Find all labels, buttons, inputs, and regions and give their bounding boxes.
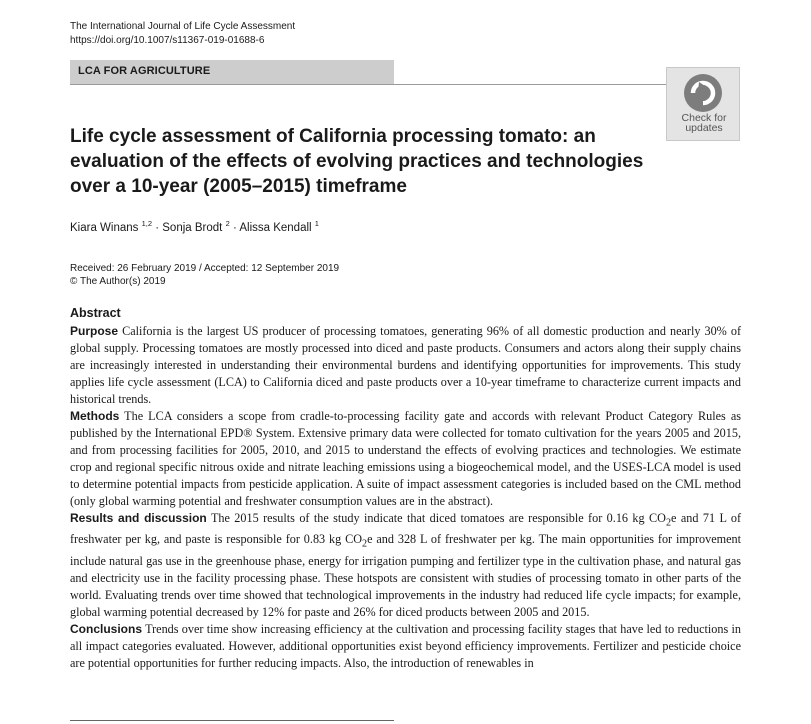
abstract-results [70,510,741,621]
abstract-body [70,323,741,672]
author-name[interactable]: Alissa Kendall [239,221,312,234]
check-for-updates-badge[interactable] [666,67,740,141]
article-dates [70,262,339,288]
header-rule [70,84,740,85]
conclusions-text: Trends over time show increasing efficiency at the cultivation and processing facility stages that have led to reductions in all impact categories evaluated. However, additional opportunities exist beyond efficiency improvements. Fertilizer and pesticide choice are potential opportunities for further reducing impacts. Also, the introduction of renewables in [70,621,741,670]
author-affiliation: 2 [225,219,230,228]
purpose-label: Purpose [70,324,119,338]
methods-label: Methods [70,409,120,423]
author-list [70,219,319,234]
author-name[interactable]: Sonja Brodt [162,221,223,234]
abstract-heading: Abstract [70,306,121,320]
author-affiliation: 1 [314,219,319,228]
received-accepted: Received: 26 February 2019 / Accepted: 12 September 2019 [70,263,340,274]
author-name[interactable]: Kiara Winans [70,221,139,234]
journal-header [70,20,295,48]
check-for-updates-icon [684,74,722,112]
co2-subscript: 2 [362,538,368,550]
section-banner [70,60,394,84]
article-title: Life cycle assessment of California processing tomato: an evaluation of the effects of evolving practices and technologies over a 10-year (2005–2015) timeframe [70,126,644,197]
journal-name: The International Journal of Life Cycle Assessment [70,21,296,32]
co2-subscript: 2 [665,517,672,529]
results-text-3: e and 328 L of freshwater per kg. The main opportunities for improvement include natural gas use in the greenhouse phase, energy for irrigation pumping and fertilizer type in the cultivation phase, and natural gas and electricity use in the facility processing phase. These hotspots are consistent with studies of processing tomato in other parts of the world. Evaluating trends over time showed that technological improvements in the industry had reduced life cycle impacts; for example, global warming potential decreased by 12% for paste and 26% for diced products between 2005 and 2015. [70,532,741,619]
results-text-2: e and 71 L of freshwater per kg, and paste is responsible for 0.83 kg CO [70,511,741,547]
purpose-text: California is the largest US producer of processing tomatoes, generating 96% of all domestic production and nearly 30% of global supply. Processing tomatoes are mostly processed into diced and paste products. Consumers and actors along their supply chains are increasingly interested in understanding their environmental burdens and identifying opportunities for improvements. This study applies life cycle assessment (LCA) to California diced and paste products over a 10-year timeframe to characterize current impacts and historical trends. [70,324,742,406]
methods-text: The LCA considers a scope from cradle-to-processing facility gate and accords with relevant Product Category Rules as published by the International EPD® System. Extensive primary data were collected for tomato cultivation for the years 2005 and 2015, and from processing facilities for 2005, 2010, and 2015 to understand the effects of evolving practices and technologies. We estimate crop and regional specific nitrous oxide and nitrate leaching emissions using a biogeochemical model, and the USES-LCA model is used to determine potential impacts from pesticide application. A suite of impact assessment categories is included based on the CML method (only global warming potential and freshwater consumption values are in the abstract). [70,409,741,508]
badge-line-1: Check for [681,112,727,124]
author-separator: · [152,221,163,234]
badge-line-2: updates [685,122,723,134]
doi-link[interactable]: https://doi.org/10.1007/s11367-019-01688-6 [70,35,265,46]
section-label: LCA FOR AGRICULTURE [78,65,211,77]
footnote-rule [70,720,394,721]
author-separator: · [229,221,240,234]
abstract-methods [70,408,741,510]
author-affiliation: 1,2 [141,219,153,228]
results-text-1: The 2015 results of the study indicate that diced tomatoes are responsible for 0.16 kg CO [210,511,666,525]
abstract-purpose [70,323,741,408]
copyright-line: © The Author(s) 2019 [70,276,166,287]
conclusions-label: Conclusions [70,621,143,636]
abstract-conclusions [70,621,741,672]
results-label: Results and discussion [70,511,207,525]
